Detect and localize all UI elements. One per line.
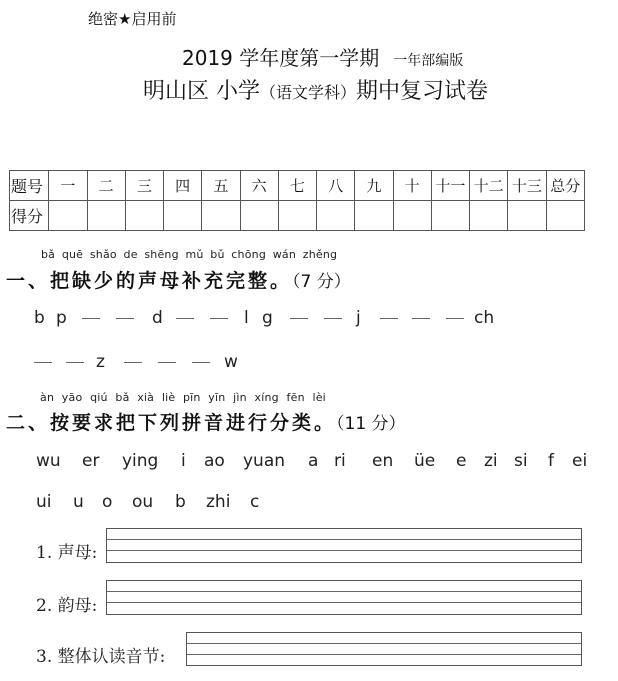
section1-heading xyxy=(6,266,351,293)
pinyin-item: wu xyxy=(36,451,61,471)
score-row xyxy=(10,201,585,231)
score-cell[interactable] xyxy=(393,201,431,231)
blank-slot[interactable] xyxy=(210,308,228,319)
section1-title: 一、把缺少的声母补充完整。 xyxy=(6,270,293,292)
guide-line xyxy=(187,643,581,644)
blank-slot[interactable] xyxy=(412,308,430,319)
initial-letter: g xyxy=(262,308,273,328)
score-table xyxy=(9,170,585,231)
answer-label-whole-syllables: 3. 整体认读音节: xyxy=(36,647,166,667)
question-number-label: 题号 xyxy=(10,171,49,201)
answer-box-whole-syllables[interactable] xyxy=(186,632,582,666)
col-header: 六 xyxy=(240,171,278,201)
col-header: 总分 xyxy=(546,171,584,201)
score-cell[interactable] xyxy=(431,201,469,231)
score-cell[interactable] xyxy=(355,201,393,231)
pinyin-item: si xyxy=(514,451,528,471)
pinyin-item: c xyxy=(250,492,260,512)
initial-letter: w xyxy=(224,352,238,372)
pinyin-item: ou xyxy=(132,492,154,512)
pinyin-item: ui xyxy=(36,492,52,512)
exam-title xyxy=(143,74,488,105)
district-school-text: 明山区 小学 xyxy=(143,79,260,104)
score-cell[interactable] xyxy=(202,201,240,231)
pinyin-item: ri xyxy=(334,451,346,471)
edition-label: 一年部编版 xyxy=(393,53,464,69)
score-cell[interactable] xyxy=(278,201,316,231)
pinyin-item: zi xyxy=(484,451,498,471)
pinyin-item: u xyxy=(73,492,84,512)
pinyin-item: zhi xyxy=(206,492,231,512)
guide-line xyxy=(107,539,581,540)
pinyin-item: a xyxy=(308,451,319,471)
pinyin-item: ying xyxy=(122,451,159,471)
score-cell[interactable] xyxy=(317,201,355,231)
section2-pinyin: àn yāo qiú bǎ xià liè pīn yīn jìn xíng fēn lèi xyxy=(40,391,326,404)
answer-box-initials[interactable] xyxy=(106,528,582,563)
score-label: 得分 xyxy=(10,201,49,231)
blank-slot[interactable] xyxy=(34,352,52,363)
section2-title: 二、按要求把下列拼音进行分类。 xyxy=(6,412,337,434)
section2-points: （11 分） xyxy=(336,414,406,434)
score-cell[interactable] xyxy=(87,201,125,231)
guide-line xyxy=(107,550,581,551)
score-cell[interactable] xyxy=(546,201,584,231)
blank-slot[interactable] xyxy=(124,352,142,363)
initial-letter: j xyxy=(356,308,361,328)
blank-slot[interactable] xyxy=(176,308,194,319)
col-header: 三 xyxy=(125,171,163,201)
col-header: 七 xyxy=(278,171,316,201)
confidential-label: 绝密★启用前 xyxy=(88,10,177,28)
col-header: 五 xyxy=(202,171,240,201)
section2-heading xyxy=(6,408,406,435)
pinyin-item: b xyxy=(175,492,186,512)
section1-pinyin: bǎ quē shǎo de shēng mǔ bǔ chōng wán zhěng xyxy=(41,248,338,261)
blank-slot[interactable] xyxy=(82,308,100,319)
blank-slot[interactable] xyxy=(192,352,210,363)
score-cell[interactable] xyxy=(164,201,202,231)
initial-letter: ch xyxy=(474,308,495,328)
answer-box-finals[interactable] xyxy=(106,580,582,615)
pinyin-item: er xyxy=(82,451,100,471)
initial-letter: d xyxy=(152,308,163,328)
subject-text: （语文学科） xyxy=(260,83,357,102)
col-header: 十三 xyxy=(508,171,546,201)
pinyin-item: ao xyxy=(204,451,225,471)
score-cell[interactable] xyxy=(49,201,87,231)
score-cell[interactable] xyxy=(470,201,508,231)
guide-line xyxy=(187,654,581,655)
blank-slot[interactable] xyxy=(324,308,342,319)
question-number-row xyxy=(10,171,585,201)
blank-slot[interactable] xyxy=(380,308,398,319)
section1-points: （7 分） xyxy=(292,272,351,292)
col-header: 四 xyxy=(164,171,202,201)
blank-slot[interactable] xyxy=(290,308,308,319)
initial-letter: p xyxy=(56,308,67,328)
score-cell[interactable] xyxy=(125,201,163,231)
guide-line xyxy=(107,591,581,592)
col-header: 二 xyxy=(87,171,125,201)
blank-slot[interactable] xyxy=(158,352,176,363)
col-header: 十 xyxy=(393,171,431,201)
pinyin-item: f xyxy=(548,451,554,471)
pinyin-item: e xyxy=(456,451,467,471)
pinyin-item: o xyxy=(102,492,113,512)
term-text: 2019 学年度第一学期 xyxy=(182,46,380,70)
answer-label-finals: 2. 韵母: xyxy=(36,596,98,616)
pinyin-item: yuan xyxy=(243,451,286,471)
exam-term-title xyxy=(182,42,463,71)
initial-letter: b xyxy=(34,308,45,328)
guide-line xyxy=(107,602,581,603)
score-cell[interactable] xyxy=(240,201,278,231)
col-header: 八 xyxy=(317,171,355,201)
col-header: 十二 xyxy=(470,171,508,201)
blank-slot[interactable] xyxy=(116,308,134,319)
exam-name-text: 期中复习试卷 xyxy=(356,79,489,104)
answer-label-initials: 1. 声母: xyxy=(36,543,98,563)
col-header: 一 xyxy=(49,171,87,201)
initial-letter: z xyxy=(96,352,105,372)
col-header: 九 xyxy=(355,171,393,201)
pinyin-item: i xyxy=(181,451,186,471)
pinyin-item: üe xyxy=(414,451,436,471)
initial-letter: l xyxy=(244,308,249,328)
blank-slot[interactable] xyxy=(446,308,464,319)
score-cell[interactable] xyxy=(508,201,546,231)
pinyin-item: en xyxy=(372,451,394,471)
col-header: 十一 xyxy=(431,171,469,201)
blank-slot[interactable] xyxy=(66,352,84,363)
pinyin-item: ei xyxy=(572,451,588,471)
